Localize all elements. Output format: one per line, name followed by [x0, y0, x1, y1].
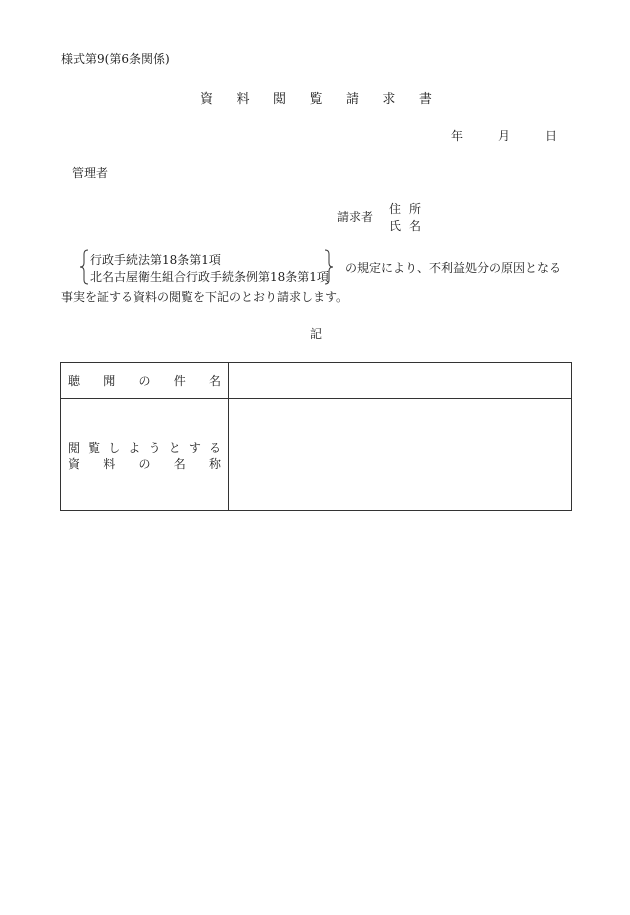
materials-label-line-2: 資 料 の 名 称 [68, 457, 221, 471]
title-char: 閲 [272, 92, 286, 107]
title-char: 書 [418, 92, 432, 107]
addressee: 管理者 [72, 166, 109, 180]
document-title [200, 93, 432, 106]
law-reference-2: 北名古屋衛生組合行政手続条例第18条第1項 [90, 270, 329, 284]
hearing-case-name-label: 聴 聞 の 件 名 [68, 374, 221, 388]
materials-label-line-1: 閲 覧 し よ う と す る [68, 441, 221, 455]
request-table [60, 362, 572, 511]
form-number: 様式第9(第6条関係) [61, 52, 170, 66]
left-brace [79, 249, 89, 285]
date-day-label: 日 [544, 129, 557, 143]
title-char: 求 [382, 92, 396, 107]
right-brace [324, 249, 334, 285]
title-char: 覧 [309, 92, 323, 107]
table-column-divider [228, 363, 229, 510]
title-char: 料 [236, 92, 250, 107]
ki-heading: 記 [310, 327, 323, 341]
requester-address-label: 住所 [389, 202, 430, 216]
table-row-divider [61, 398, 571, 399]
requester-name-label: 氏名 [389, 219, 430, 233]
body-text-line-2: 事実を証する資料の閲覧を下記のとおり請求します。 [61, 290, 349, 304]
law-reference-1: 行政手続法第18条第1項 [90, 253, 221, 267]
title-char: 請 [345, 92, 359, 107]
date-line [451, 130, 557, 142]
title-char: 資 [200, 92, 214, 107]
requester-label: 請求者 [337, 210, 374, 224]
date-month-label: 月 [497, 129, 510, 143]
body-text-line-1: の規定により、不利益処分の原因となる [345, 261, 562, 275]
date-year-label: 年 [451, 129, 464, 143]
